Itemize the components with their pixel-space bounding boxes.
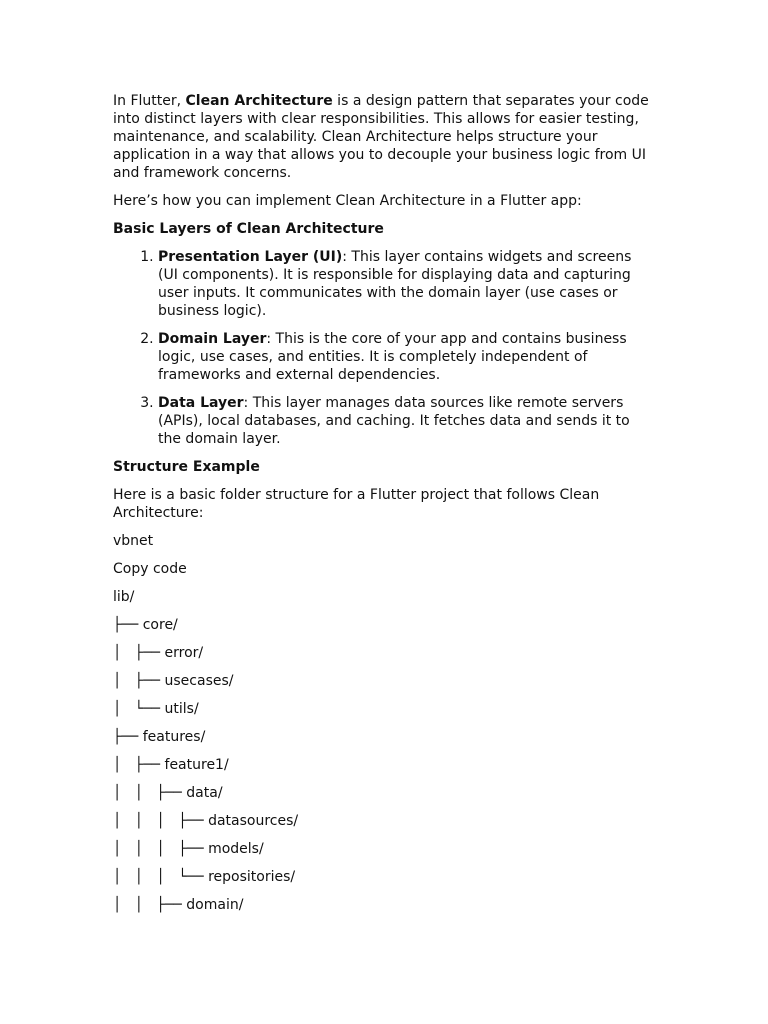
tree-line: │ ├── feature1/ <box>113 757 229 773</box>
tree-line: │ │ │ └── repositories/ <box>113 869 296 885</box>
intro-suffix: is a design pattern that separates your code into distinct layers with clear responsibilities. This allows for easier testing, maintenance, and scalability. Clean Architecture helps structure your application in a way that allows you to decouple your business logic from UI and framework concerns. <box>113 93 649 181</box>
folder-tree <box>113 588 653 914</box>
layer-title: Presentation Layer (UI) <box>158 249 343 265</box>
tree-line: ├── features/ <box>113 729 206 745</box>
structure-heading: Structure Example <box>113 459 260 475</box>
tree-line: │ ├── usecases/ <box>113 673 234 689</box>
layer-text: : This layer contains widgets and screens (UI components). It is responsible for displaying data and capturing user inputs. It communicates with the domain layer (use cases or business logic). <box>158 249 632 319</box>
copy-code-button[interactable]: Copy code <box>113 561 187 577</box>
document-page <box>113 92 653 924</box>
tree-line: ├── core/ <box>113 617 178 633</box>
intro-prefix: In Flutter, <box>113 93 186 109</box>
intro-paragraph <box>113 92 653 182</box>
code-language-label: vbnet <box>113 533 154 549</box>
layers-heading: Basic Layers of Clean Architecture <box>113 221 384 237</box>
tree-line: │ ├── error/ <box>113 645 204 661</box>
tree-line: │ │ │ ├── models/ <box>113 841 264 857</box>
tree-line: │ │ ├── data/ <box>113 785 223 801</box>
list-item-presentation-layer <box>158 248 653 320</box>
how-to-paragraph: Here’s how you can implement Clean Architecture in a Flutter app: <box>113 193 582 209</box>
layer-text: : This layer manages data sources like remote servers (APIs), local databases, and caching. It fetches data and sends it to the domain layer. <box>158 395 630 447</box>
list-item-domain-layer <box>158 330 653 384</box>
tree-line: │ │ ├── domain/ <box>113 897 244 913</box>
structure-intro-paragraph: Here is a basic folder structure for a Flutter project that follows Clean Architecture: <box>113 487 600 521</box>
layer-title: Data Layer <box>158 395 244 411</box>
intro-term: Clean Architecture <box>185 93 333 109</box>
tree-line: lib/ <box>113 589 135 605</box>
layers-list <box>113 248 653 448</box>
tree-line: │ │ │ ├── datasources/ <box>113 813 299 829</box>
list-item-data-layer <box>158 394 653 448</box>
layer-title: Domain Layer <box>158 331 267 347</box>
layer-text: : This is the core of your app and contains business logic, use cases, and entities. It is completely independent of frameworks and external dependencies. <box>158 331 627 383</box>
tree-line: │ └── utils/ <box>113 701 199 717</box>
